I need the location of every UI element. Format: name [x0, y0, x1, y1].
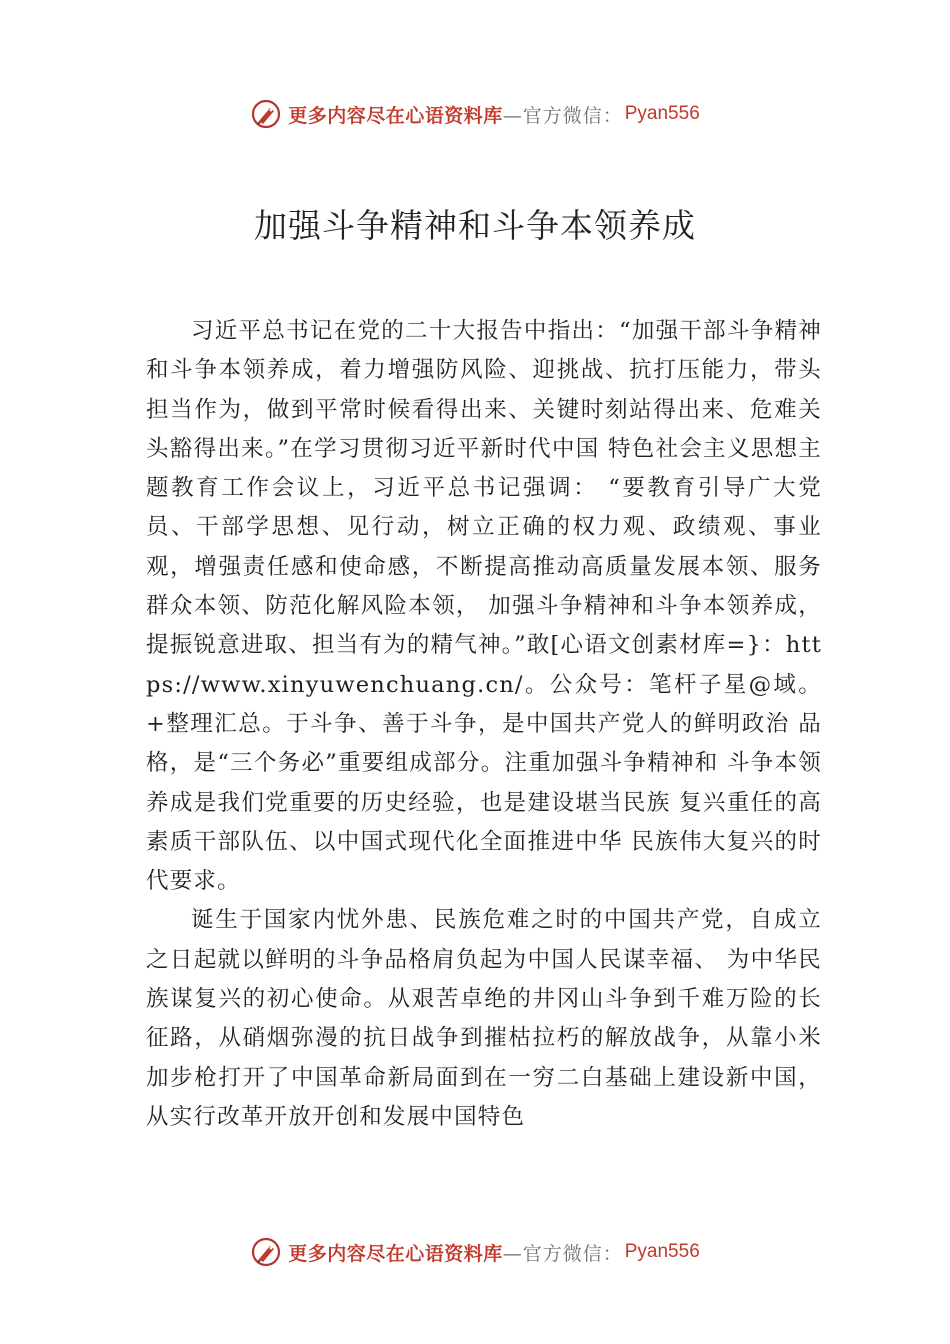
footer-banner	[0, 1232, 950, 1272]
banner-wechat-account: Pyan556	[624, 103, 700, 124]
paragraph: 诞生于国家内忧外患、民族危难之时的中国共产党，自成立之日起就以鲜明的斗争品格肩负起为中国人民谋幸福、 为中华民族谋复兴的初心使命。从艰苦卓绝的井冈山斗争到千难万险的长征路，从硝烟弥漫的抗日战争到摧枯拉朽的解放战争，从靠小米加步枪打开了中国革命新局面到在一穷二白基础上建设新中国，从实行改革开放开创和发展中国特色	[146, 907, 822, 1130]
paragraph: 习近平总书记在党的二十大报告中指出：“加强干部斗争精神和斗争本领养成，着力增强防风险、迎挑战、抗打压能力，带头担当作为，做到平常时候看得出来、关键时刻站得出来、危难关头豁得出来。”在学习贯彻习近平新时代中国 特色社会主义思想主题教育工作会议上，习近平总书记强调： “要教育引导广大党员、干部学思想、见行动，树立正确的权力观、政绩观、事业观，增强责任感和使命感，不断提高推动高质量发展本领、服务群众本领、防范化解风险本领， 加强斗争精神和斗争本领养成，提振锐意进取、担当有为的精气神。”敢[心语文创素材库=}：https://www.xinyuwenchuang.cn/。公众号：笔杆子星@域。+整理汇总。于斗争、善于斗争，是中国共产党人的鲜明政治 品格，是“三个务必”重要组成部分。注重加强斗争精神和 斗争本领养成是我们党重要的历史经验，也是建设堪当民族 复兴重任的高素质干部队伍、以中国式现代化全面推进中华 民族伟大复兴的时代要求。	[146, 318, 822, 895]
banner-wechat-label: —官方微信：	[502, 104, 623, 127]
pen-nib-icon	[250, 1236, 282, 1268]
pen-nib-icon	[250, 98, 282, 130]
banner-main-text: 更多内容尽在心语资料库	[288, 1242, 503, 1265]
banner-wechat-label: —官方微信：	[502, 1242, 623, 1265]
banner-wechat-account: Pyan556	[624, 1241, 700, 1262]
header-banner	[0, 94, 950, 134]
banner-main-text: 更多内容尽在心语资料库	[288, 104, 503, 127]
document-body	[146, 312, 822, 1137]
document-title: 加强斗争精神和斗争本领养成	[254, 206, 696, 245]
